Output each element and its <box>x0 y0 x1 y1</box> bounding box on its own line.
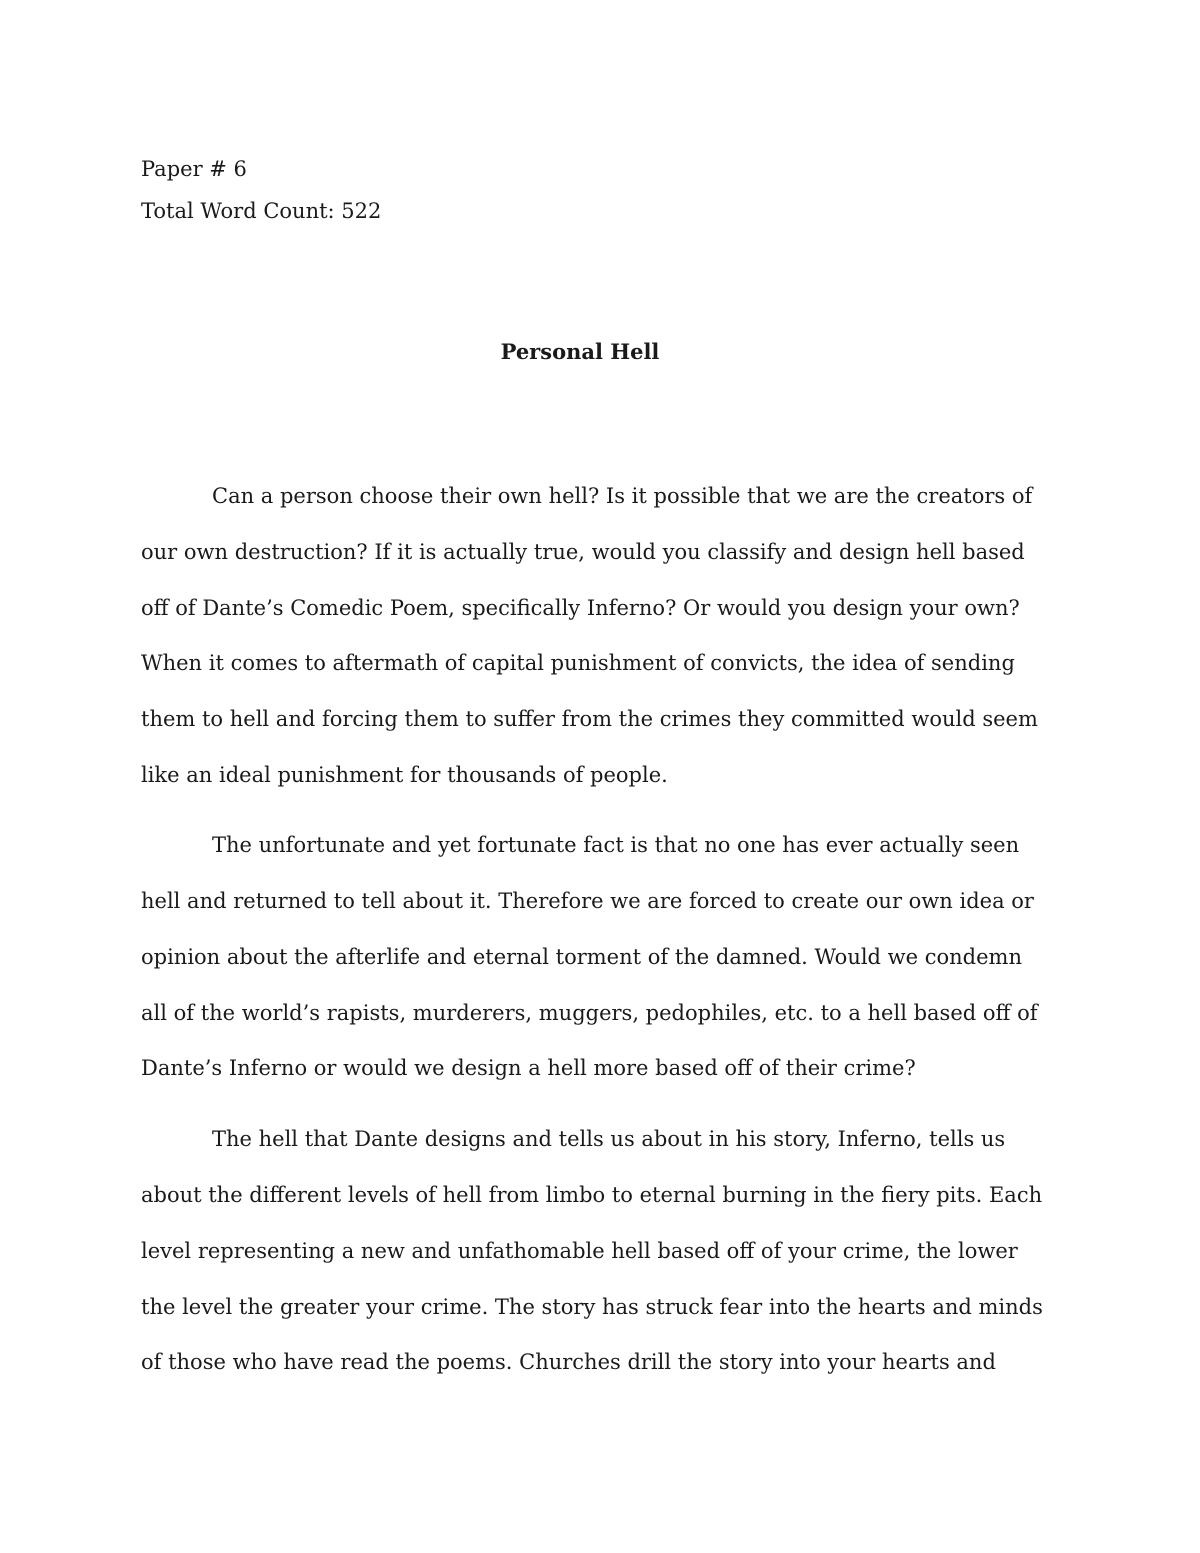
paper-number: Paper # 6 <box>141 157 247 181</box>
word-count: Total Word Count: 522 <box>141 199 382 223</box>
paragraph-3-line-3: level representing a new and unfathomable hell based off of your crime, the lower <box>141 1239 1018 1263</box>
paragraph-2-line-1: The unfortunate and yet fortunate fact is that no one has ever actually seen <box>212 833 1020 857</box>
document-title: Personal Hell <box>500 339 660 364</box>
paragraph-2-line-4: all of the world’s rapists, murderers, muggers, pedophiles, etc. to a hell based off of <box>141 1001 1038 1025</box>
paragraph-1-line-1: Can a person choose their own hell? Is it possible that we are the creators of <box>212 484 1033 508</box>
paragraph-1-line-5: them to hell and forcing them to suffer from the crimes they committed would seem <box>141 707 1038 731</box>
paragraph-1-line-6: like an ideal punishment for thousands of people. <box>141 763 668 787</box>
paragraph-1-line-2: our own destruction? If it is actually true, would you classify and design hell based <box>141 540 1025 564</box>
paragraph-3-line-2: about the different levels of hell from limbo to eternal burning in the fiery pits. Each <box>141 1183 1043 1207</box>
paragraph-2-line-2: hell and returned to tell about it. Therefore we are forced to create our own idea or <box>141 889 1034 913</box>
paragraph-3-line-5: of those who have read the poems. Churches drill the story into your hearts and <box>141 1350 996 1374</box>
paragraph-3-line-4: the level the greater your crime. The story has struck fear into the hearts and minds <box>141 1295 1043 1319</box>
paragraph-2-line-3: opinion about the afterlife and eternal torment of the damned. Would we condemn <box>141 945 1022 969</box>
paragraph-2-line-5: Dante’s Inferno or would we design a hell more based off of their crime? <box>141 1056 916 1080</box>
paragraph-1-line-3: off of Dante’s Comedic Poem, specifically Inferno? Or would you design your own? <box>141 596 1020 620</box>
paragraph-3-line-1: The hell that Dante designs and tells us about in his story, Inferno, tells us <box>212 1127 1006 1151</box>
paragraph-1-line-4: When it comes to aftermath of capital punishment of convicts, the idea of sending <box>141 651 1015 675</box>
